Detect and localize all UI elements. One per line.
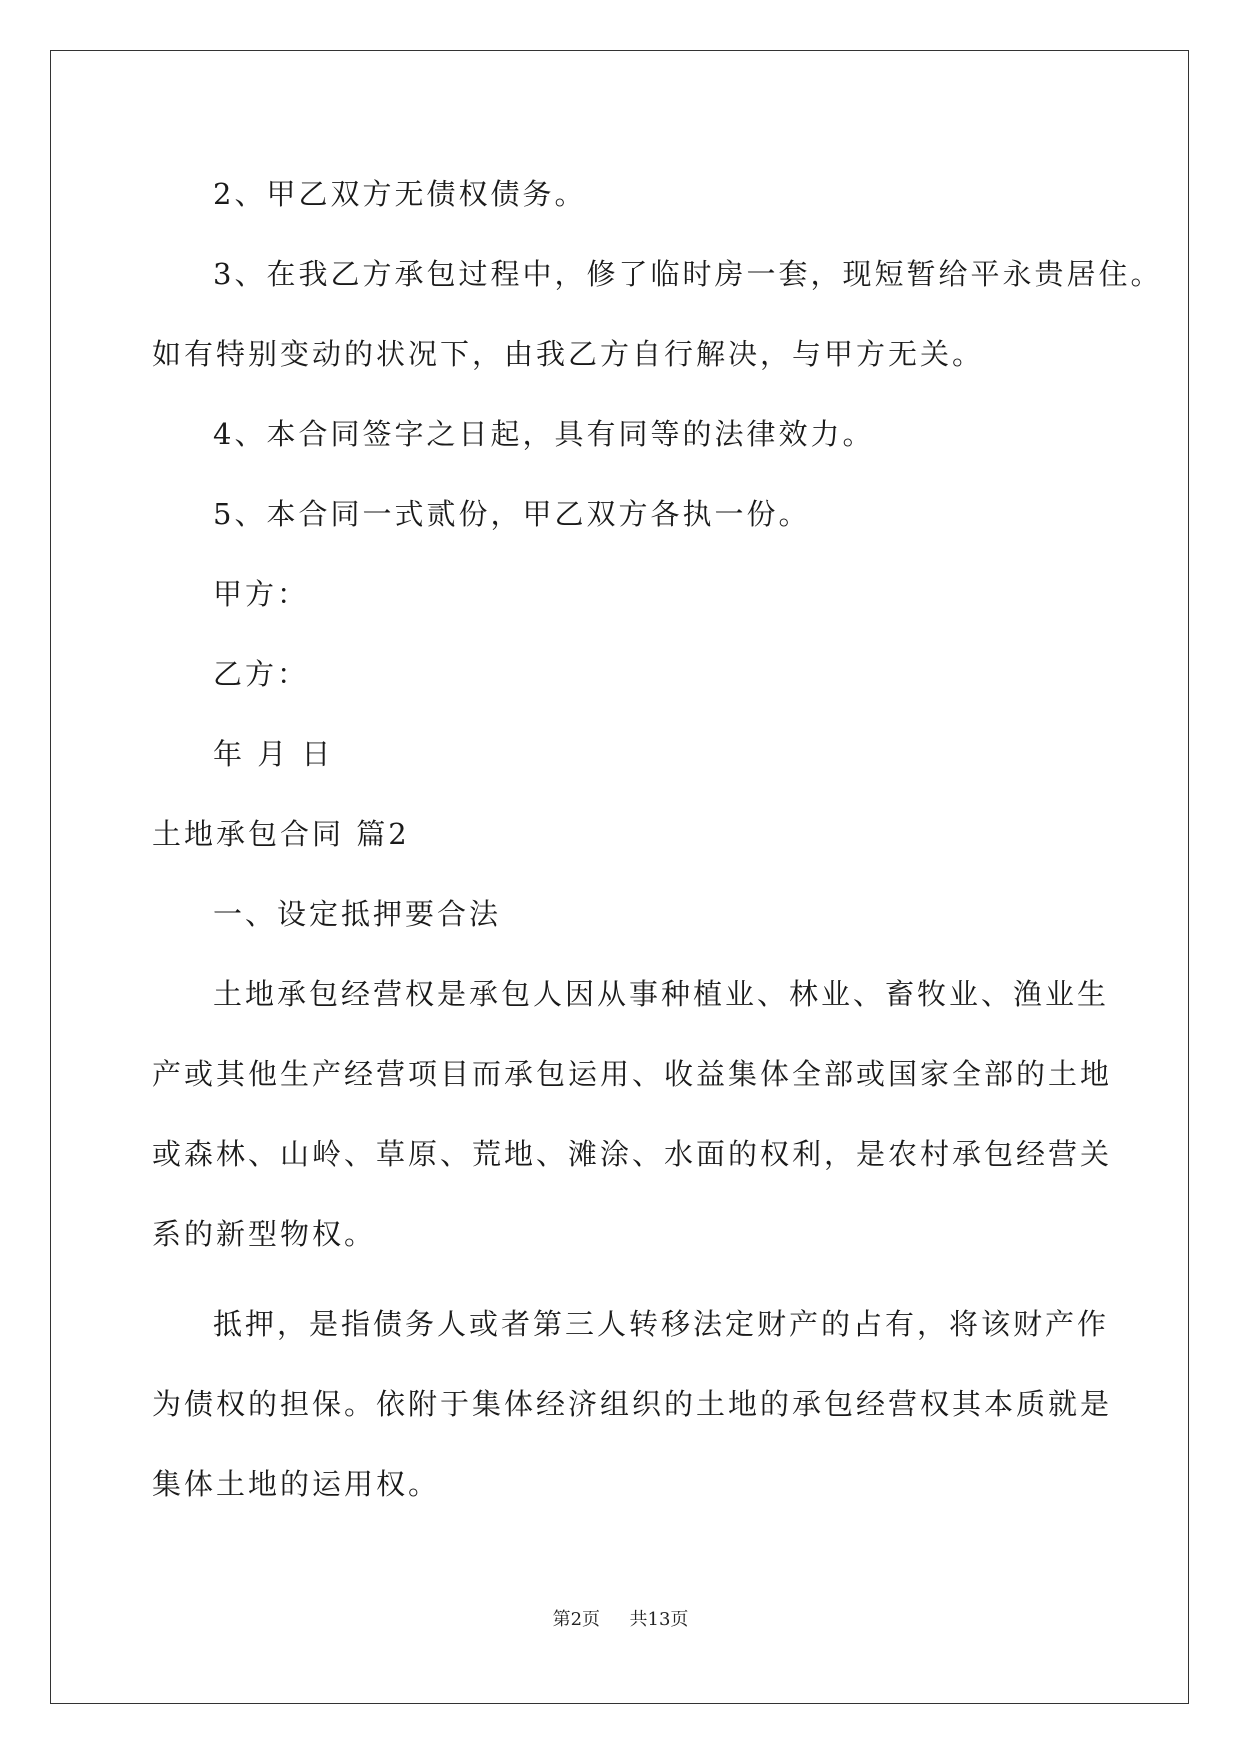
paragraph-line: 3、在我乙方承包过程中，修了临时房一套，现短暂给平永贵居住。 [213,257,1163,291]
signature-party-a: 甲方： [213,577,310,611]
section-heading: 一、设定抵押要合法 [213,897,502,931]
paragraph-line: 4、本合同签字之日起，具有同等的法律效力。 [213,417,875,451]
paragraph-line: 土地承包经营权是承包人因从事种植业、林业、畜牧业、渔业生 [213,977,1110,1011]
section-title: 土地承包合同 篇2 [152,817,410,851]
page-total: 共13页 [629,1609,689,1630]
page-border [50,50,1189,1704]
paragraph-line: 为债权的担保。依附于集体经济组织的土地的承包经营权其本质就是 [152,1387,1113,1421]
paragraph-line: 集体土地的运用权。 [152,1467,441,1501]
paragraph-line: 5、本合同一式贰份，甲乙双方各执一份。 [213,497,811,531]
signature-party-b: 乙方： [213,657,310,691]
paragraph-line: 或森林、山岭、草原、荒地、滩涂、水面的权利，是农村承包经营关 [152,1137,1113,1171]
paragraph-line: 2、甲乙双方无债权债务。 [213,177,587,211]
paragraph-line: 如有特别变动的状况下，由我乙方自行解决，与甲方无关。 [152,337,985,371]
paragraph-line: 系的新型物权。 [152,1217,377,1251]
paragraph-line: 抵押，是指债务人或者第三人转移法定财产的占有，将该财产作 [213,1307,1110,1341]
paragraph-line: 产或其他生产经营项目而承包运用、收益集体全部或国家全部的土地 [152,1057,1113,1091]
signature-date: 年 月 日 [213,737,334,771]
page-number: 第2页 [552,1609,601,1630]
page-footer [0,1605,1241,1631]
